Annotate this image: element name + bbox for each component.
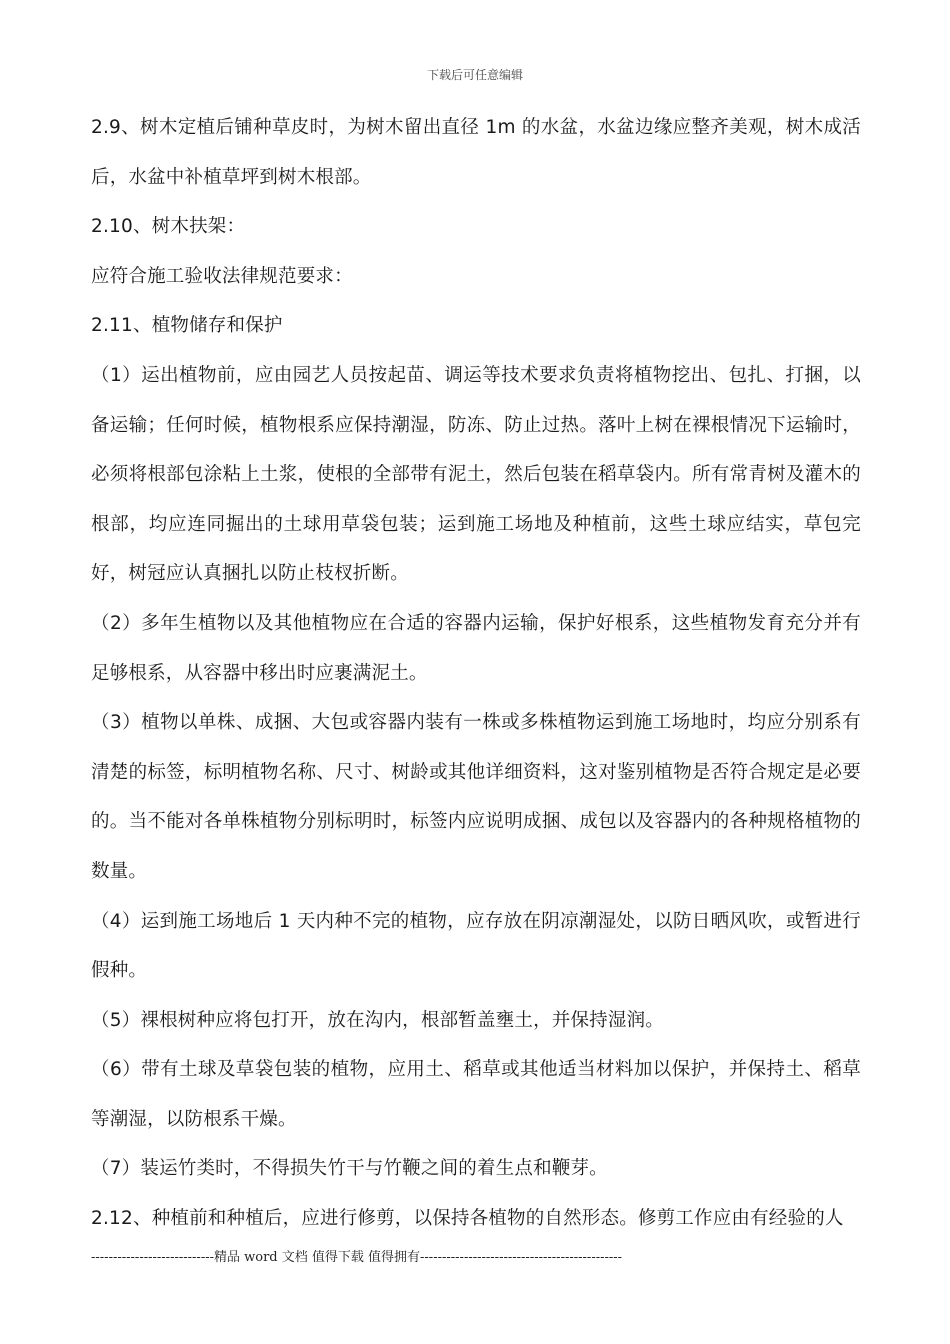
page-footer: ----------------------------精品 word 文档 值得下载 值得拥有---------------------------------------------- xyxy=(91,1250,623,1265)
paragraph-2-12: 2.12、种植前和种植后，应进行修剪，以保持各植物的自然形态。修剪工作应由有经验的人 xyxy=(91,1208,844,1230)
document-body xyxy=(91,103,861,1244)
paragraph-2-10-heading: 2.10、树木扶架： xyxy=(91,216,246,238)
paragraph-2-9: 2.9、树木定植后铺种草皮时，为树木留出直径 1m 的水盆，水盆边缘应整齐美观，树木成活后，水盆中补植草坪到树木根部。 xyxy=(91,117,861,188)
paragraph-item-4: （4）运到施工场地后 1 天内种不完的植物，应存放在阴凉潮湿处，以防日晒风吹，或暂进行假种。 xyxy=(91,910,861,982)
paragraph-2-11-heading: 2.11、植物储存和保护 xyxy=(91,315,283,337)
paragraph-item-1: （1）运出植物前，应由园艺人员按起苗、调运等技术要求负责将植物挖出、包扎、打捆，以备运输；任何时候，植物根系应保持潮湿，防冻、防止过热。落叶上树在裸根情况下运输时，必须将根部包涂粘上土浆，使根的全部带有泥土，然后包装在稻草袋内。所有常青树及灌木的根部，均应连同掘出的土球用草袋包装；运到施工场地及种植前，这些土球应结实，草包完好，树冠应认真捆扎以防止枝杈折断。 xyxy=(91,364,861,585)
paragraph-item-7: （7）装运竹类时，不得损失竹干与竹鞭之间的着生点和鞭芽。 xyxy=(91,1158,608,1180)
paragraph-item-2: （2）多年生植物以及其他植物应在合适的容器内运输，保护好根系，这些植物发育充分并有足够根系，从容器中移出时应裹满泥土。 xyxy=(91,612,861,684)
paragraph-2-10-body: 应符合施工验收法律规范要求： xyxy=(91,265,353,287)
paragraph-item-6: （6）带有土球及草袋包装的植物，应用土、稻草或其他适当材料加以保护，并保持土、稻草等潮湿，以防根系干燥。 xyxy=(91,1059,861,1130)
page-header: 下载后可任意编辑 xyxy=(426,68,523,82)
paragraph-item-3: （3）植物以单株、成捆、大包或容器内装有一株或多株植物运到施工场地时，均应分别系有清楚的标签，标明植物名称、尺寸、树龄或其他详细资料，这对鉴别植物是否符合规定是必要的。当不能对各单株植物分别标明时，标签内应说明成捆、成包以及容器内的各种规格植物的数量。 xyxy=(91,712,861,882)
paragraph-item-5: （5）裸根树种应将包打开，放在沟内，根部暂盖壅土，并保持湿润。 xyxy=(91,1009,664,1031)
